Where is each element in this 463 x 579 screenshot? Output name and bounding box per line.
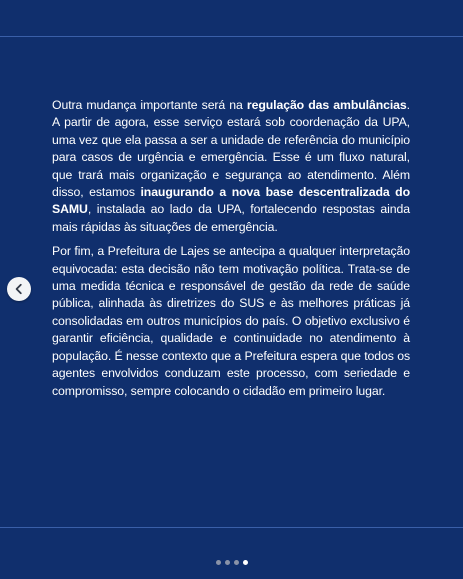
carousel-dot[interactable] — [225, 560, 230, 565]
bottom-divider — [0, 527, 463, 528]
p1-seg-0: Outra mudança importante será na — [52, 98, 247, 112]
carousel-indicator — [0, 560, 463, 565]
previous-slide-button[interactable] — [7, 277, 31, 301]
paragraph-1 — [52, 97, 410, 236]
top-divider — [0, 36, 463, 37]
p1-seg-4: , instalada ao lado da UPA, fortalecendo respostas ainda mais rápidas às situações de emergência. — [52, 202, 410, 234]
paragraph-2: Por fim, a Prefeitura de Lajes se antecipa a qualquer interpretação equivocada: esta decisão não tem motivação política. Trata-se de uma medida técnica e responsável de gestão da rede de saúde pública, alinhada às diretrizes do SUS e às melhores práticas já consolidadas em outros municípios do país. O objetivo exclusivo é garantir eficiência, qualidade e continuidade no atendimento à população. É nesse contexto que a Prefeitura espera que todos os agentes envolvidos conduzam este processo, com seriedade e compromisso, sempre colocando o cidadão em primeiro lugar. — [52, 244, 410, 398]
carousel-dot[interactable] — [216, 560, 221, 565]
carousel-dot[interactable] — [243, 560, 248, 565]
p1-seg-2: . A partir de agora, esse serviço estará sob coordenação da UPA, uma vez que ela passa a ser a unidade de referência do município para casos de urgência e emergência. Esse é um fluxo natural, que trará mais organização e segurança ao atendimento. Além disso, estamos — [52, 98, 410, 200]
carousel-dot[interactable] — [234, 560, 239, 565]
p1-seg-3: inaugurando a nova base descentralizada do SAMU — [52, 185, 410, 217]
chevron-left-icon — [13, 283, 25, 295]
post-text — [52, 97, 410, 407]
p1-seg-1: regulação das ambulâncias — [246, 98, 407, 112]
